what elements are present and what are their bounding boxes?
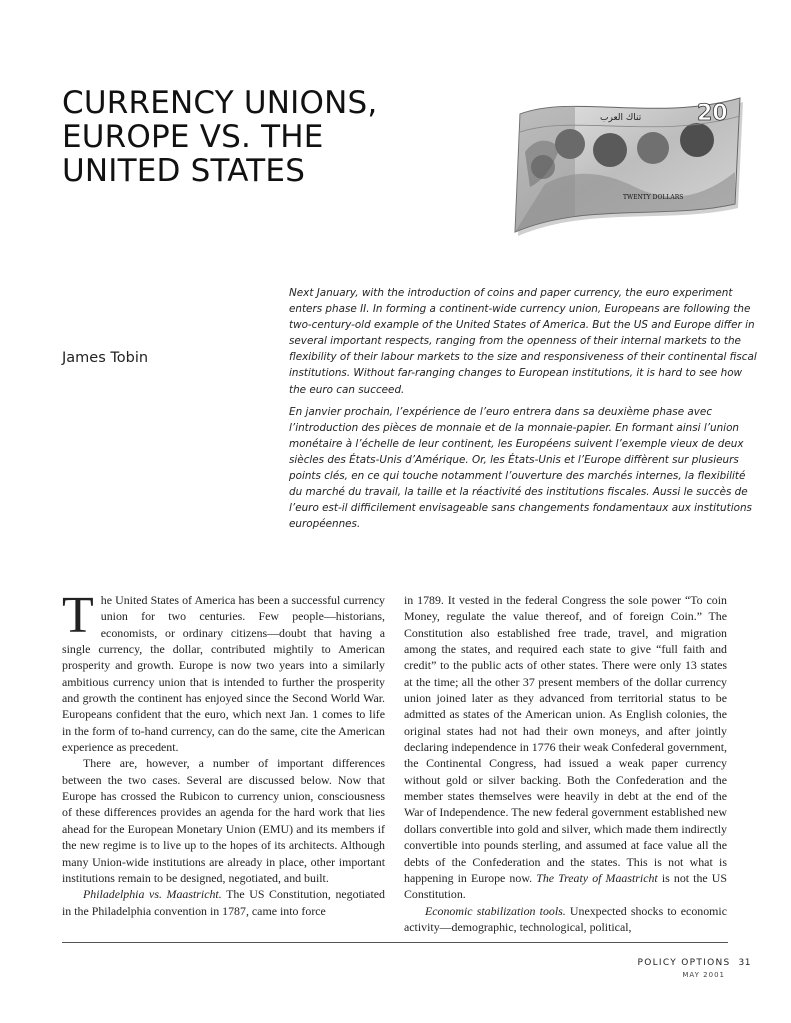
body-paragraph: Economic stabilization tools. Unexpected shocks to economic activity—demographic, technological, political,: [404, 903, 727, 934]
abstract-english: Next January, with the introduction of coins and paper currency, the euro experiment enters phase II. In forming a continent-wide currency union, Europeans are following the two-century-old example of the United States of America. But the US and Europe differ in several important respects, ranging from the openness of their internal markets to the flexibility of their labour markets to the size and responsiveness of their continental fiscal institutions. Without far-ranging changes to European institutions, it is hard to see how the euro can succeed.: [289, 287, 757, 396]
abstract: [289, 285, 759, 538]
banknote-portrait-1: [531, 155, 555, 179]
drop-cap: T: [62, 587, 94, 644]
abstract-french: En janvier prochain, l’expérience de l’euro entrera dans sa deuxième phase avec l’introduction des pièces de monnaie et de la monnaie-papier. En formant ainsi l’union monétaire à l’échelle de leur continent, les Européens suivent l’exemple vieux de deux siècles des États-Unis d’Amérique. Or, les États-Unis et l’Europe diffèrent sur plusieurs points clés, en ce qui touche notamment l’ouverture des marchés internes, la flexibilité du marché du travail, la taille et la réactivité des institutions fiscales. Aussi le succès de l’euro est-il difficilement envisageable sans changements fondamentaux aux institutions européennes.: [289, 405, 752, 531]
body-paragraph: in 1789. It vested in the federal Congress the sole power “To coin Money, regulate the value thereof, and of foreign Coin.” The Constitution also established free trade, travel, and migration among the states, and required each state to give “full faith and credit” to the public acts of other states. There were only 13 states at the time; all the other 37 present members of the dollar currency union joined later as they advanced from territorial status to be admitted as states of the American union. As English colonies, the original states had not had their own moneys, and after jointly declaring independence in 1776 their weak Confederal government, the Continental Congress, had issued a weak paper currency without gold or silver backing. Both the Confederation and the member states themselves were heavily in debt at the end of the War of Independence. The new federal government established new dollars convertible into gold and silver, which made them indirectly convertible into pounds sterling, and assumed at face value all the debts of the Confederation and the states. This is not what is happening in Europe now. The Treaty of Maastricht is not the US Constitution.: [404, 593, 727, 902]
publication-name: POLICY OPTIONS: [637, 958, 731, 968]
footer-rule: [62, 942, 728, 943]
banknote-illustration: [505, 92, 750, 242]
author-name: James Tobin: [62, 350, 149, 366]
footer-date: MAY 2001: [682, 971, 725, 979]
banknote-script: تناك العرب: [600, 113, 642, 123]
body-paragraph: The United States of America has been a successful currency union for two centuries. Few people—historians, economists, or ordinary citizens—doubt that having a single currency, the dollar, contributed mightily to American prosperity and growth. Europe is now two years into a similarly ambitious currency union that is intended to further the prosperity and growth the continent has enjoyed since the Second World War. Europeans confident that the euro, which next Jan. 1 comes to life in the form of to-hand currency, can do the same, cite the American experience as precedent.: [62, 587, 385, 755]
section-heading: Philadelphia vs. Maastricht.: [83, 887, 222, 902]
banknote-portrait-2: [555, 129, 585, 159]
body-column-left: [62, 587, 385, 919]
page-number: 31: [738, 958, 751, 968]
banknote-caption: TWENTY DOLLARS: [623, 194, 684, 201]
banknote-denomination: 20: [697, 101, 728, 126]
section-heading: Economic stabilization tools.: [425, 903, 566, 918]
footer-publication: [637, 958, 751, 968]
banknote-portrait-3: [593, 133, 627, 167]
body-column-right: [404, 592, 727, 935]
banknote-portrait-5: [680, 123, 714, 157]
body-paragraph: There are, however, a number of important differences between the two cases. Several are discussed below. Now that Europe has crossed the Rubicon to currency union, consciousness of these differences provides an agenda for the hard work that lies ahead for the European Monetary Union (EMU) and its members if the new regime is to live up to the hopes of its architects. Although many Union-wide institutions are already in place, other important institutions remain to be designed, negotiated, and built.: [62, 756, 385, 885]
banknote-portrait-4: [637, 132, 669, 164]
body-paragraph: Philadelphia vs. Maastricht. The US Constitution, negotiated in the Philadelphia convention in 1787, came into force: [62, 887, 385, 918]
article-title: CURRENCY UNIONS, EUROPE VS. THE UNITED STATES: [62, 85, 378, 189]
